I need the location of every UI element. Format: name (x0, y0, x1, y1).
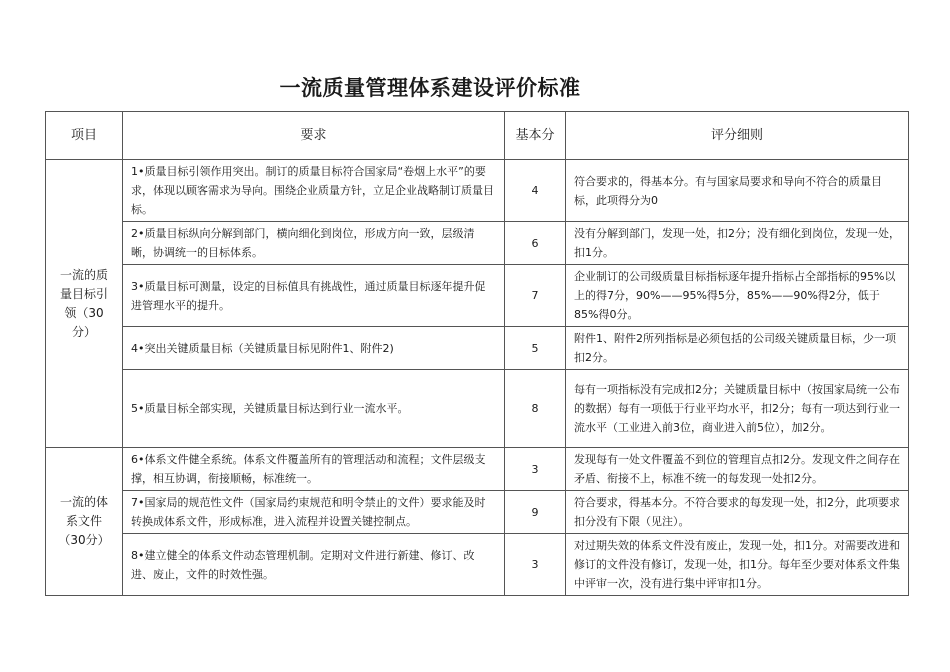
score-cell: 5 (505, 327, 566, 370)
detail-cell: 发现每有一处文件覆盖不到位的管理盲点扣2分。发现文件之间存在矛盾、衔接不上，标准不统一的每发现一处扣2分。 (566, 448, 909, 491)
evaluation-table (45, 111, 909, 596)
table-row (46, 491, 909, 534)
score-cell: 4 (505, 160, 566, 222)
table-row (46, 327, 909, 370)
header-requirement: 要求 (123, 112, 505, 160)
detail-cell: 每有一项指标没有完成扣2分；关键质量目标中（按国家局统一公布的数据）每有一项低于行业平均水平，扣2分；每有一项达到行业一流水平（工业进入前3位，商业进入前5位），加2分。 (566, 370, 909, 448)
document-title: 一流质量管理体系建设评价标准 (279, 76, 581, 100)
category-quality-target: 一流的质量目标引领（30分） (46, 160, 123, 448)
requirement-cell: 4•突出关键质量目标（关键质量目标见附件1、附件2) (123, 327, 505, 370)
requirement-cell: 7•国家局的规范性文件（国家局约束规范和明令禁止的文件）要求能及时转换成体系文件，形成标准，进入流程并设置关键控制点。 (123, 491, 505, 534)
score-cell: 3 (505, 448, 566, 491)
score-cell: 3 (505, 534, 566, 596)
table-row (46, 534, 909, 596)
detail-cell: 对过期失效的体系文件没有废止，发现一处，扣1分。对需要改进和修订的文件没有修订，发现一处，扣1分。每年至少要对体系文件集中评审一次，没有进行集中评审扣1分。 (566, 534, 909, 596)
table-header-row (46, 112, 909, 160)
table-row (46, 448, 909, 491)
requirement-cell: 5•质量目标全部实现，关键质量目标达到行业一流水平。 (123, 370, 505, 448)
requirement-cell: 6•体系文件健全系统。体系文件覆盖所有的管理活动和流程；文件层级支撑，相互协调，衔接顺畅，标准统一。 (123, 448, 505, 491)
detail-cell: 符合要求的，得基本分。有与国家局要求和导向不符合的质量目标，此项得分为0 (566, 160, 909, 222)
requirement-cell: 2•质量目标纵向分解到部门，横向细化到岗位，形成方向一致，层级清晰，协调统一的目标体系。 (123, 222, 505, 265)
detail-cell: 符合要求，得基本分。不符合要求的每发现一处，扣2分，此项要求扣分没有下限（见注）。 (566, 491, 909, 534)
header-item: 项目 (46, 112, 123, 160)
score-cell: 7 (505, 265, 566, 327)
category-system-docs: 一流的体系文件（30分） (46, 448, 123, 596)
detail-cell: 没有分解到部门，发现一处，扣2分；没有细化到岗位，发现一处，扣1分。 (566, 222, 909, 265)
detail-cell: 企业制订的公司级质量目标指标逐年提升指标占全部指标的95%以上的得7分，90%——95%得5分，85%——90%得2分，低于85%得0分。 (566, 265, 909, 327)
score-cell: 6 (505, 222, 566, 265)
score-cell: 9 (505, 491, 566, 534)
table-row (46, 160, 909, 222)
requirement-cell: 8•建立健全的体系文件动态管理机制。定期对文件进行新建、修订、改进、废止，文件的时效性强。 (123, 534, 505, 596)
table-row (46, 222, 909, 265)
table-row (46, 265, 909, 327)
detail-cell: 附件1、附件2所列指标是必须包括的公司级关键质量目标，少一项扣2分。 (566, 327, 909, 370)
header-detail: 评分细则 (566, 112, 909, 160)
score-cell: 8 (505, 370, 566, 448)
header-score: 基本分 (505, 112, 566, 160)
table-row (46, 370, 909, 448)
requirement-cell: 1•质量目标引领作用突出。制订的质量目标符合国家局“卷烟上水平”的要求，体现以顾客需求为导向。围绕企业质量方针，立足企业战略制订质量目标。 (123, 160, 505, 222)
requirement-cell: 3•质量目标可测量，设定的目标值具有挑战性，通过质量目标逐年提升促进管理水平的提升。 (123, 265, 505, 327)
